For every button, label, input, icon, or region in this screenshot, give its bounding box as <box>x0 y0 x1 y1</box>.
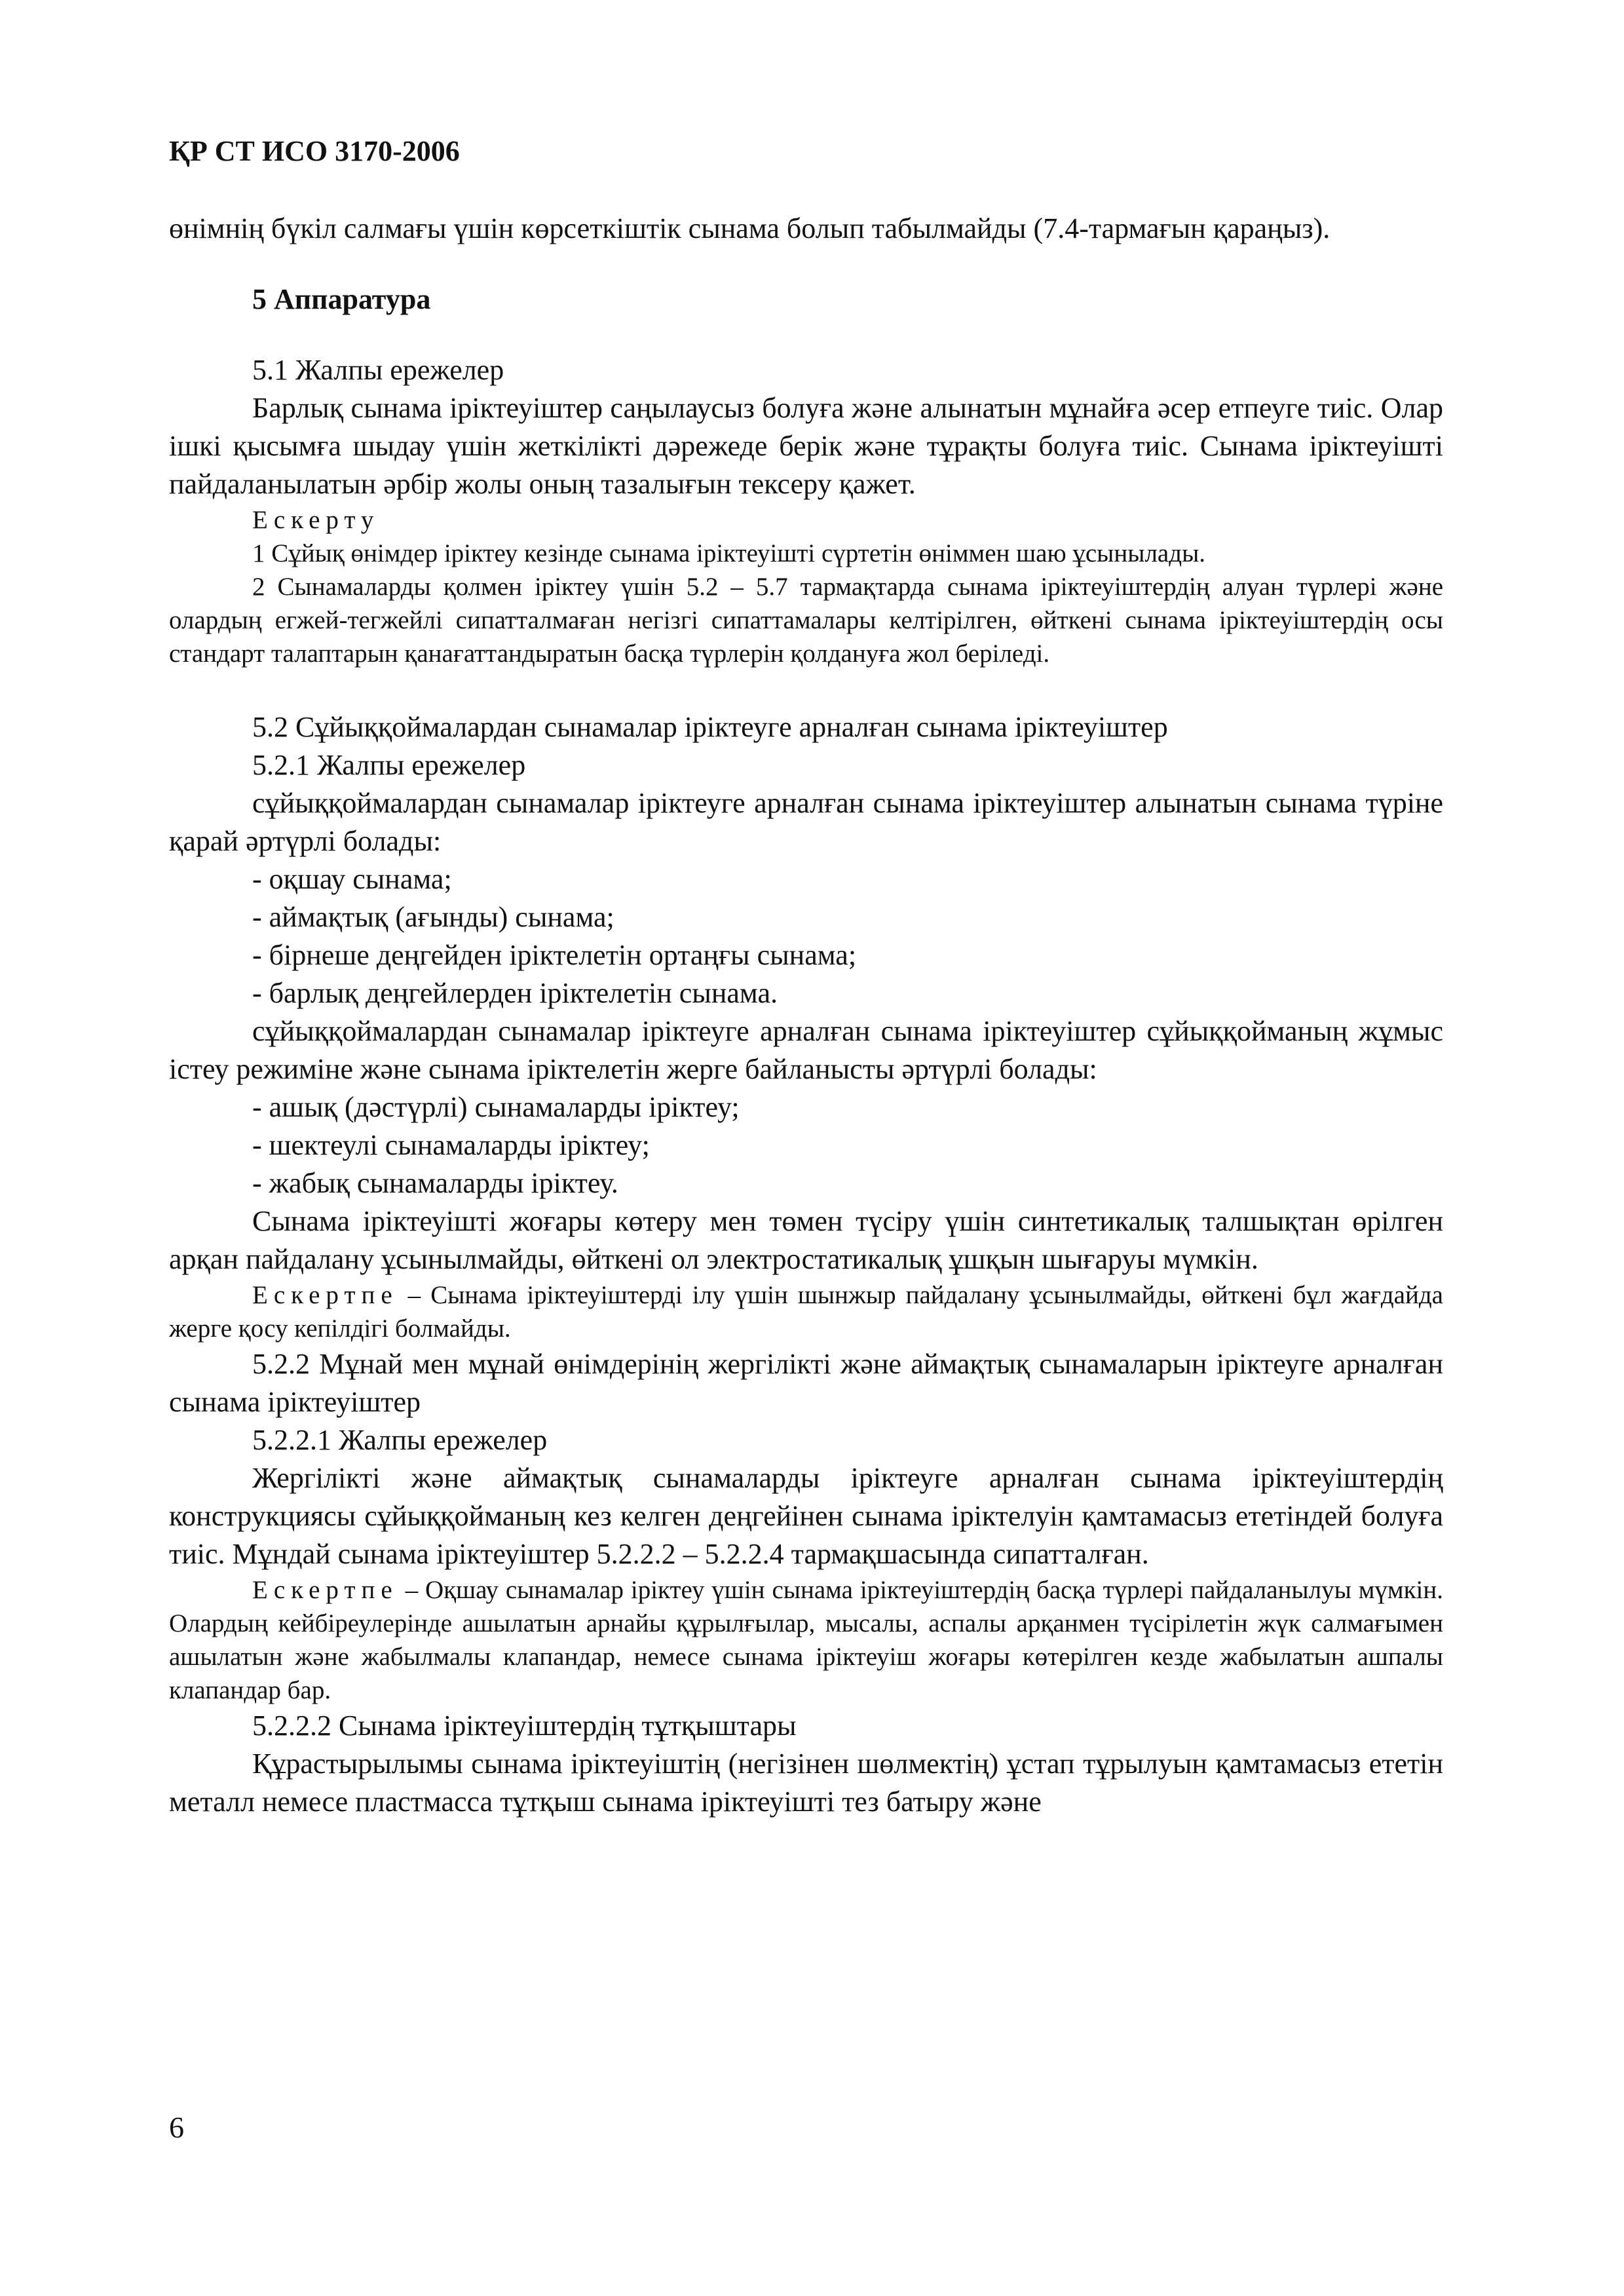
list-item: - ашық (дәстүрлі) сынамаларды іріктеу; <box>252 1091 740 1123</box>
subsection-heading-5-1: 5.1 Жалпы ережелер <box>252 354 504 386</box>
note-3 <box>169 1278 1443 1345</box>
note-4 <box>169 1573 1443 1707</box>
subsection-heading-5-2-2: 5.2.2 Мұнай мен мұнай өнімдерінің жергілікті және аймақтық сынамаларын іріктеуге арналған сынама іріктеуіштер <box>169 1348 1443 1418</box>
list-item: - жабық сынамаларды іріктеу. <box>252 1167 618 1199</box>
note-3-label: Ескертпе <box>252 1281 398 1309</box>
paragraph-continuation: өнімнің бүкіл салмағы үшін көрсеткіштік сынама болып табылмайды (7.4-тармағын қараңыз). <box>169 212 1331 244</box>
note-4-label: Ескертпе <box>252 1576 398 1604</box>
note-4-text: – Оқшау сынамалар іріктеу үшін сынама іріктеуіштердің басқа түрлері пайдаланылуы мүмкін. Олардың кейбіреулерінде ашылатын арнайы құрылғылар, мысалы, аспалы арқанмен түсірілетін жүк салмағымен ашылатын және жабылмалы клапандар, немесе сынама іріктеуіш жоғары көтерілген кезде жабылатын ашпалы клапандар бар. <box>169 1576 1443 1704</box>
note-3-text: – Сынама іріктеуіштерді ілу үшін шынжыр пайдалану ұсынылмайды, өйткені бұл жағдайда жерге қосу кепілдігі болмайды. <box>169 1281 1443 1343</box>
paragraph-5-2-2-2: Құрастырылымы сынама іріктеуіштің (негізінен шөлмектің) ұстап тұрылуын қамтамасыз ететін металл немесе пластмасса тұтқыш сынама іріктеуішті тез батыру және <box>169 1748 1443 1818</box>
subsection-heading-5-2: 5.2 Сұйыққоймалардан сынамалар іріктеуге арналған сынама іріктеуіштер <box>252 711 1168 743</box>
paragraph-5-2-1-c: Сынама іріктеуішті жоғары көтеру мен төмен түсіру үшін синтетикалық талшықтан өрілген арқан пайдалану ұсынылмайды, өйткені ол электростатикалық ұшқын шығаруы мүмкін. <box>169 1205 1443 1275</box>
list-item: - бірнеше деңгейден іріктелетін ортаңғы сынама; <box>252 939 857 971</box>
section-heading-5: 5 Аппаратура <box>252 283 431 315</box>
subsection-heading-5-2-2-2: 5.2.2.2 Сынама іріктеуіштердің тұтқыштары <box>252 1710 797 1742</box>
subsection-heading-5-2-2-1: 5.2.2.1 Жалпы ережелер <box>252 1424 548 1456</box>
list-item: - шектеулі сынамаларды іріктеу; <box>252 1129 650 1161</box>
list-item: - аймақтық (ағынды) сынама; <box>252 901 614 933</box>
note-title: Ескерту <box>252 506 380 534</box>
paragraph-5-2-2-1: Жергілікті және аймақтық сынамаларды іріктеуге арналған сынама іріктеуіштердің конструкциясы сұйыққойманың кез келген деңгейінен сынама іріктелуін қамтамасыз ететіндей болуға тиіс. Мұндай сынама іріктеуіштер 5.2.2.2 – 5.2.2.4 тармақшасында сипатталған. <box>169 1462 1443 1570</box>
list-item: - оқшау сынама; <box>252 863 452 895</box>
note-1: 1 Сұйық өнімдер іріктеу кезінде сынама іріктеуішті сүртетін өніммен шаю ұсынылады. <box>252 539 1206 567</box>
page-number: 6 <box>169 2111 184 2144</box>
paragraph-5-2-1-b: сұйыққоймалардан сынамалар іріктеуге арналған сынама іріктеуіштер сұйыққойманың жұмыс істеу режиміне және сынама іріктелетін жерге байланысты әртүрлі болады: <box>169 1015 1443 1085</box>
document-header: ҚР СТ ИСО 3170-2006 <box>169 135 460 167</box>
paragraph-5-1: Барлық сынама іріктеуіштер саңылаусыз болуға және алынатын мұнайға әсер етпеуге тиіс. Олар ішкі қысымға шыдау үшін жеткілікті дәрежеде берік және тұрақты болуға тиіс. Сынама іріктеуішті пайдаланылатын әрбір жолы оның тазалығын тексеру қажет. <box>169 392 1443 500</box>
paragraph-5-2-1-a: сұйыққоймалардан сынамалар іріктеуге арналған сынама іріктеуіштер алынатын сынама түріне қарай әртүрлі болады: <box>169 787 1443 857</box>
note-2: 2 Сынамаларды қолмен іріктеу үшін 5.2 – 5.7 тармақтарда сынама іріктеуіштердің алуан түрлері және олардың егжей-тегжейлі сипатталмаған негізгі сипаттамалары келтірілген, өйткені сынама іріктеуіштердің осы стандарт талаптарын қанағаттандыратын басқа түрлерін қолдануға жол беріледі. <box>169 573 1443 668</box>
document-body <box>169 210 1443 1821</box>
subsection-heading-5-2-1: 5.2.1 Жалпы ережелер <box>252 749 526 781</box>
list-item: - барлық деңгейлерден іріктелетін сынама. <box>252 977 778 1009</box>
